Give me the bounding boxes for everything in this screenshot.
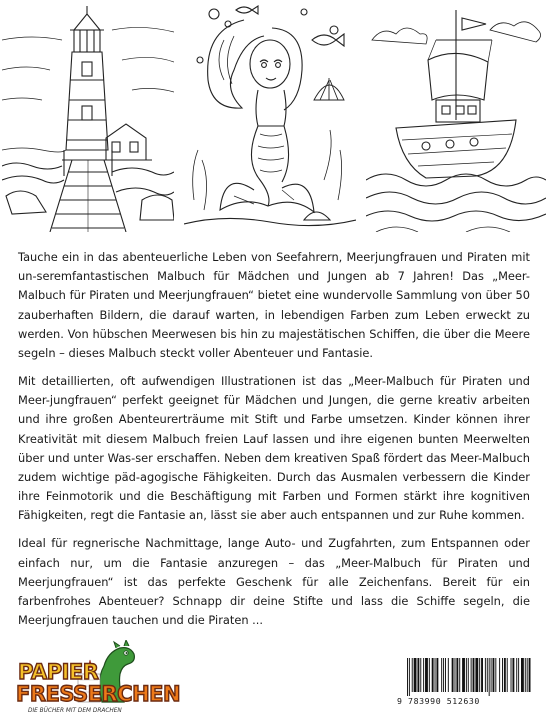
barcode-bar	[423, 658, 424, 692]
barcode-bar	[443, 658, 444, 692]
barcode-bar	[502, 658, 503, 692]
barcode-bar	[409, 658, 410, 696]
barcode-bar	[414, 658, 417, 692]
publisher-logo	[14, 640, 181, 720]
barcode-bar	[489, 658, 490, 696]
barcode-bar	[412, 658, 413, 692]
barcode-bar	[485, 658, 486, 692]
barcode-bar	[452, 658, 454, 692]
barcode-bar	[435, 658, 436, 692]
barcode-bar	[456, 658, 458, 692]
barcode-bar	[417, 658, 419, 692]
barcode-bar	[491, 658, 492, 692]
barcode-bar	[448, 658, 449, 692]
logo-word-papier: PAPIER	[18, 660, 99, 684]
barcode-bar	[445, 658, 446, 692]
barcode-bar	[475, 658, 478, 692]
paragraph-intro: Tauche ein in das abenteuerliche Leben von Seefahrern, Meerjungfrauen und Piraten mit un-seremfantastischen Malbuch für Mädchen und Jungen ab 7 Jahren! Das „Meer-Malbuch für Piraten und Meerjungfrauen“ bietet eine wundervolle Sammlung von über 50 zauberhaften Bildern, die darauf warten, in lebendigen Farben zum Leben erweckt zu werden. Von hübschen Meerwesen bis hin zu majestätischen Schiffen, die über die Meere segeln – dieses Malbuch steckt voller Abenteuer und Fantasie.	[18, 250, 530, 361]
mermaid-illustration	[184, 0, 356, 232]
barcode-bar	[518, 658, 519, 692]
barcode-bar	[479, 658, 480, 692]
barcode-bar	[420, 658, 421, 692]
barcode-bar	[516, 658, 517, 692]
isbn-barcode	[397, 654, 535, 712]
barcode-bar	[468, 658, 469, 692]
pirate-ship-illustration	[366, 0, 546, 232]
isbn-digits: 9 783990 512630	[397, 696, 480, 706]
barcode-bar	[521, 658, 524, 692]
barcode-bar	[487, 658, 488, 692]
barcode-bar	[436, 658, 438, 692]
barcode-bar	[432, 658, 434, 692]
logo-word-fresserchen: FRESSERCHEN	[16, 682, 181, 706]
barcode-bar	[504, 658, 506, 692]
barcode-bar	[527, 658, 528, 692]
paragraph-ideal-for: Ideal für regnerische Nachmittage, lange Auto- und Zugfahrten, zum Entspannen oder einfach nur, um die Fantasie anzuregen – das „Meer-Malbuch für Piraten und Meerjungfrauen“ ist das perfekte Geschenk für alle Zeichenfans. Bereit für ein farbenfrohes Abenteuer? Schnapp dir deine Stifte und lass die Schiffe segeln, die Meerjungfrauen tauchen und die Piraten ...	[18, 536, 530, 628]
logo-tagline: DIE BÜCHER MIT DEM DRACHEN	[28, 708, 122, 714]
illustration-row	[0, 0, 548, 232]
barcode-bar	[473, 658, 475, 692]
barcode-bar	[529, 658, 531, 692]
lighthouse-illustration	[2, 0, 174, 232]
barcode-bar	[462, 658, 465, 692]
barcode-bar	[429, 658, 430, 692]
barcode-bar	[471, 658, 472, 692]
barcode-bar	[481, 658, 483, 692]
barcode-bar	[499, 658, 500, 692]
barcode-bar	[459, 658, 460, 692]
barcode-bar	[425, 658, 428, 692]
barcode-bar	[511, 658, 512, 692]
barcode-bars	[407, 658, 531, 696]
barcode-bar	[466, 658, 467, 692]
paragraph-details: Mit detaillierten, oft aufwendigen Illustrationen ist das „Meer-Malbuch für Piraten und Meer-jungfrauen“ perfekt geeignet für Mädchen und Jungen, die gerne kreativ arbeiten und ihre großen Abenteurerträume mit Stift und Farbe umsetzen. Kinder können ihrer Kreativität mit diesem Malbuch freien Lauf lassen und ihre eigenen bunten Meerwelten über und unter Was-ser erschaffen. Neben dem kreativen Spaß fördert das Meer-Malbuch zudem wichtige päd-agogische Fähigkeiten. Durch das Ausmalen verbessern die Kinder ihre Feinmotorik und die Beschäftigung mit Farben und Formen stärkt ihre kognitiven Fähigkeiten, regt die Fantasie an, lässt sie aber auch entspannen und zur Ruhe kommen.	[18, 374, 530, 523]
barcode-bar	[512, 658, 514, 692]
barcode-bar	[493, 658, 495, 692]
barcode-bar	[507, 658, 508, 692]
barcode-bar	[407, 658, 408, 696]
barcode-bar	[495, 658, 496, 692]
barcode-bar	[455, 658, 456, 692]
description-text	[18, 248, 530, 639]
barcode-bar	[441, 658, 442, 692]
barcode-bar	[525, 658, 526, 692]
